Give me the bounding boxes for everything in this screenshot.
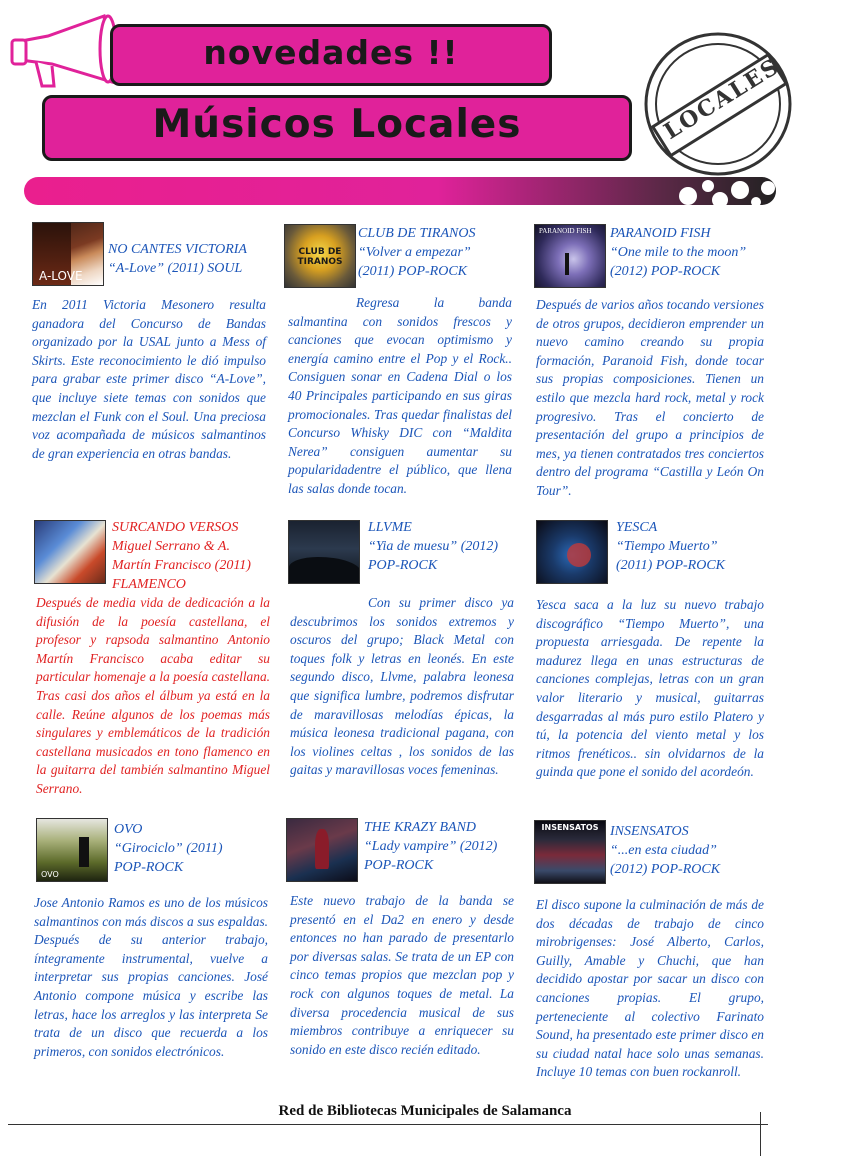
header-stripe <box>24 177 776 205</box>
kicker-text: novedades !! <box>203 33 459 72</box>
entry-text: Después de media vida de dedicación a la difusión de la poesía castellana, el profesor y rapsoda salmantino Antonio Martín Francisco acaba editar su particular homenaje a la poesía castellana. Tras casi dos años el álbum ya está en la calle. Reúne algunos de los poemas más singulares y emblemáticos de la tradición castellana musicados en tono flamenco en la guitarra del también salmantino Miguel Serrano. <box>36 595 270 796</box>
cover-label: A-LOVE <box>39 269 83 283</box>
artist-name: NO CANTES VICTORIA <box>108 242 247 257</box>
entry-no-cantes-victoria <box>30 220 270 490</box>
bubbles-decoration <box>676 176 786 212</box>
cover-label: INSENSATOS <box>541 823 599 832</box>
entry-meta <box>610 224 770 281</box>
cover-label: OVO <box>41 870 59 879</box>
artist-name: CLUB DE TIRANOS <box>358 226 476 241</box>
footer-text: Red de Bibliotecas Municipales de Salamanca <box>278 1103 572 1119</box>
album-line: “Volver a empezar” <box>358 245 471 260</box>
entry-meta <box>114 820 264 877</box>
entry-ovo <box>34 816 270 1066</box>
stamp-text: LOCALES <box>659 53 785 145</box>
artist-name: SURCANDO VERSOS <box>112 520 239 535</box>
title-banner <box>42 95 632 161</box>
album-line: “Girociclo” (2011) <box>114 841 223 856</box>
album-cover <box>284 224 356 288</box>
artist-name: OVO <box>114 822 143 837</box>
entry-meta <box>364 818 516 875</box>
locales-stamp <box>640 28 800 178</box>
artist-name: THE KRAZY BAND <box>364 820 477 835</box>
album-line: “Yia de muesu” (2012) <box>368 539 499 554</box>
genre-line: (2012) POP-ROCK <box>610 862 721 877</box>
entry-meta <box>616 518 766 575</box>
genre-line: POP-ROCK <box>114 860 184 875</box>
entry-club-de-tiranos <box>284 220 514 500</box>
cover-label: CLUB DE TIRANOS <box>297 247 343 267</box>
artist-name: LLVME <box>368 520 412 535</box>
genre-line: POP-ROCK <box>364 858 434 873</box>
page-title: Músicos Locales <box>152 102 522 147</box>
entry-meta <box>368 518 518 575</box>
genre-line: (2011) POP-ROCK <box>616 558 725 573</box>
album-cover <box>286 818 358 882</box>
entry-text: Regresa la banda salmantina con sonidos frescos y canciones que evocan optimismo y energía camino entre el Pop y el Rock.. Consiguen sonar en Cadena Dial o los 40 Principales participando en sus giras promocionales. Tras quedar finalistas del Concurso Whisky DIC con “Maldita Nerea” consiguen aumentar su popularidadentre el público, que llena las salas donde tocan. <box>288 295 512 496</box>
entry-yesca <box>536 518 766 808</box>
artist-name: PARANOID FISH <box>610 226 711 241</box>
entry-surcando-versos <box>32 518 272 808</box>
entry-meta <box>112 518 272 594</box>
album-cover <box>32 222 104 286</box>
cover-label: PARANOID FISH <box>539 227 592 235</box>
megaphone-icon <box>8 12 118 92</box>
entry-text: Yesca saca a la luz su nuevo trabajo discográfico “Tiempo Muerto”, una propuesta arriesgada. De repente la madurez llega en unas estructuras de canciones complejas, letras con un gran valor literario y musical, guitarras desgarradas al más puro estilo Platero y tú, la potencia del viento metal y los ritmos frenéticos.. sin olvidarnos de la guinda que pone el sonido del acordeón. <box>536 597 764 780</box>
entry-paranoid-fish <box>534 220 766 500</box>
album-cover <box>536 520 608 584</box>
entry-the-krazy-band <box>286 816 516 1086</box>
genre-line: POP-ROCK <box>368 558 438 573</box>
album-cover <box>36 818 108 882</box>
entry-llvme <box>288 518 516 808</box>
album-cover <box>34 520 106 584</box>
entry-text: Con su primer disco ya descubrimos los sonidos extremos y oscuros del grupo; Black Metal con toques folk y letras en leonés. En este segundo disco, Llvme, palabra leonesa que significa lumbre, podremos disfrutar de maravillosas melodías épicas, la música leonesa tradicional pagana, con los violines celtas , los sonidos de las gaitas y maravillosas voces femeninas. <box>290 595 514 778</box>
entry-text: Jose Antonio Ramos es uno de los músicos salmantinos con más discos a sus espaldas. Después de su anterior trabajo, íntegramente instrumental, vuelve a interpretar sus propias canciones. José Antonio compone música y escribe las letras, hace los arreglos y las interpreta Se trata de un disco que recuerda a los primeros, con sonidos electrónicos. <box>34 895 268 1059</box>
entry-text: Este nuevo trabajo de la banda se presentó en el Da2 en enero y desde entonces no han parado de presentarlo por diversas salas. Se trata de un EP con cinco temas propios que mezclan pop y rock con algunos toques de metal. La diversa procedencia musical de sus miembros contribuye a enriquecer su sonido en este disco recién editado. <box>290 893 514 1057</box>
entry-insensatos <box>534 820 766 1090</box>
album-line: Miguel Serrano & A. Martín Francisco (2011) <box>112 539 251 573</box>
album-line: “Lady vampire” (2012) <box>364 839 498 854</box>
genre-line: (2012) POP-ROCK <box>610 264 721 279</box>
entry-meta <box>358 224 518 281</box>
entry-text: El disco supone la culminación de más de dos décadas de trabajo de cinco mirobrigenses: José Alberto, Carlos, Guilly, Amable y Chuchi, que han decidido apostar por sacar un disco con canciones propias. El grupo, perteneciente al colectivo Farinato Sound, ha presentado este primer disco en su ciudad natal hace solo unas semanas. Incluye 10 temas con buen rockanroll. <box>536 897 764 1080</box>
entry-text: Después de varios años tocando versiones de otros grupos, decidieron emprender un nuevo camino creando su propia formación, Paranoid Fish, donde tocar sus propias composiciones. Tienen un estilo que mezcla hard rock, metal y rock progresivo. Tras el concierto de presentación del grupo a principios de mes, ya tienen contratados tres conciertos dentro del programa “Castilla y León On Tour”. <box>536 297 764 498</box>
album-cover <box>534 820 606 884</box>
album-line: “One mile to the moon” <box>610 245 747 260</box>
genre-line: (2011) POP-ROCK <box>358 264 467 279</box>
album-cover <box>288 520 360 584</box>
album-line: “...en esta ciudad” <box>610 843 717 858</box>
kicker-banner <box>110 24 552 86</box>
album-line: “Tiempo Muerto” <box>616 539 718 554</box>
genre-line: FLAMENCO <box>112 577 186 592</box>
album-line: “A-Love” (2011) SOUL <box>108 261 243 276</box>
artist-name: YESCA <box>616 520 658 535</box>
footer-divider-vertical <box>760 1112 761 1156</box>
entry-meta <box>610 822 766 879</box>
artist-name: INSENSATOS <box>610 824 689 839</box>
entry-text: En 2011 Victoria Mesonero resulta ganadora del Concurso de Bandas organizado por la USAL junto a Mess of Skirts. Este reconocimiento le dió impulso para grabar este primer disco “A-Love”, que incluye siete temas con sonidos que mezclan el Funk con el Soul. Una preciosa voz acompañada de músicos salmantinos de gran experiencia en otras bandas. <box>32 297 266 461</box>
footer-divider <box>8 1124 768 1125</box>
entry-meta <box>108 240 273 278</box>
album-cover <box>534 224 606 288</box>
